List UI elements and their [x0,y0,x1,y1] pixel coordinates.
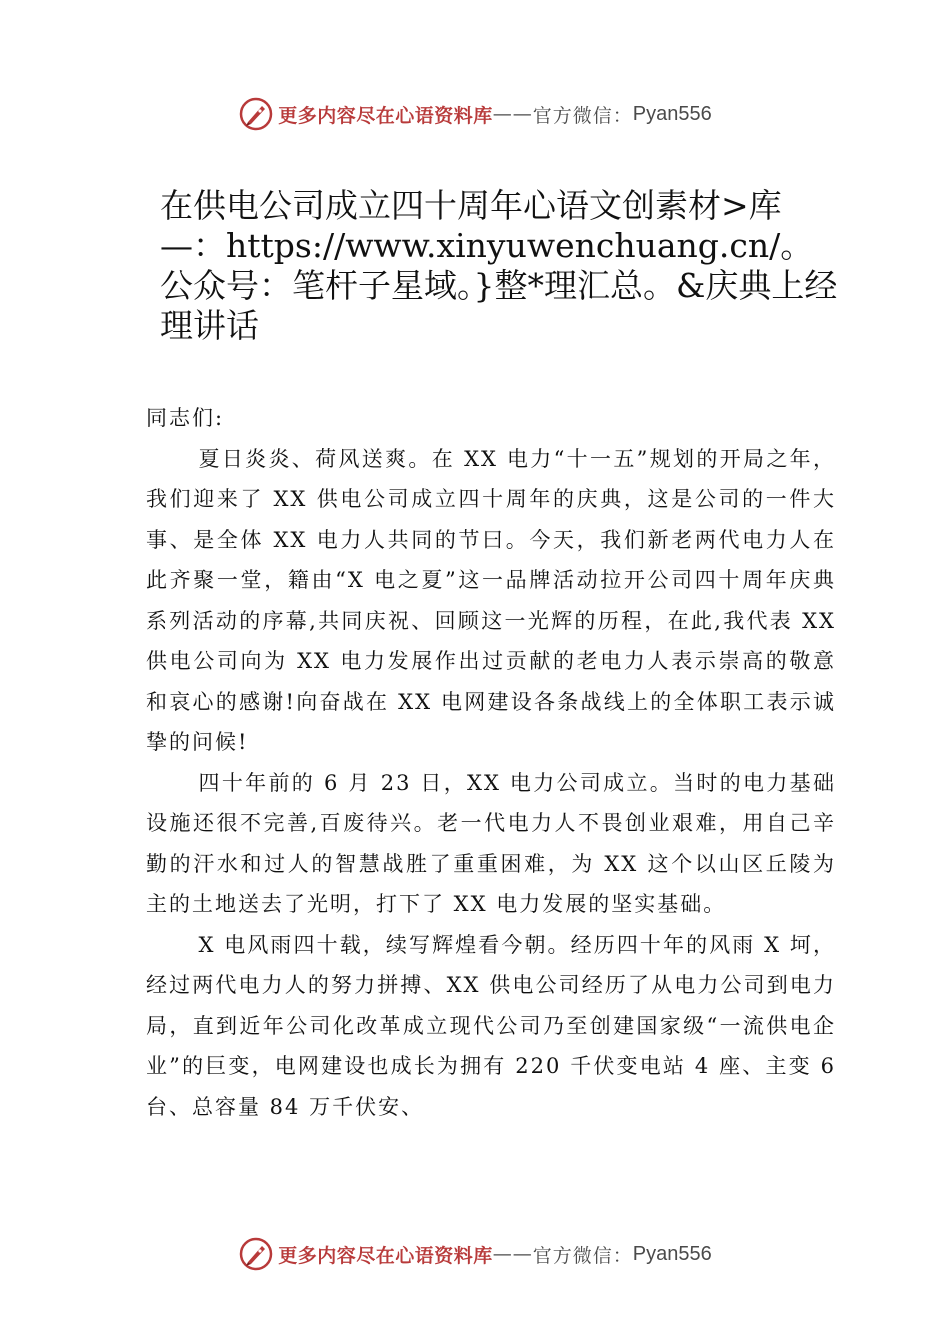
document-body [146,398,836,1127]
greeting: 同志们: [146,406,225,430]
pen-nib-logo-icon [238,1236,274,1272]
paragraph: 四十年前的 6 月 23 日，XX 电力公司成立。当时的电力基础设施还很不完善,百废待兴。老一代电力人不畏创业艰难，用自己辛勤的汗水和过人的智慧战胜了重重困难，为 XX 这个以山区丘陵为主的土地送去了光明，打下了 XX 电力发展的坚实基础。 [146,770,836,916]
banner-label: 更多内容尽在心语资料库 [278,1244,493,1267]
banner-label: 更多内容尽在心语资料库 [278,104,493,127]
banner-wechat-id: Pyan556 [632,1242,712,1265]
banner-wechat-label: 官方微信： [532,1244,633,1267]
header-banner [0,94,950,134]
banner-separator: —— [492,103,533,125]
paragraph: 夏日炎炎、荷风送爽。在 XX 电力“十一五”规划的开局之年，我们迎来了 XX 供电公司成立四十周年的庆典，这是公司的一件大事、是全体 XX 电力人共同的节曰。今天，我们新老两代电力人在此齐聚一堂，籍由“X 电之夏”这一品牌活动拉开公司四十周年庆典系列活动的序幕,共同庆祝、回顾这一光辉的历程，在此,我代表 XX 供电公司向为 XX 电力发展作出过贡献的老电力人表示崇高的敬意和哀心的感谢!向奋战在 XX 电网建设各条战线上的全体职工表示诚挚的问候! [146,446,836,754]
banner-wechat-label: 官方微信： [532,104,633,127]
footer-banner [0,1234,950,1274]
pen-nib-logo-icon [238,96,274,132]
banner-separator: —— [492,1243,533,1265]
paragraph: X 电风雨四十载，续写辉煌看今朝。经历四十年的风雨 X 坷，经过两代电力人的努力拼搏、XX 供电公司经历了从电力公司到电力局，直到近年公司化改革成立现代公司乃至创建国家级“一流供电企业”的巨变，电网建设也成长为拥有 220 千伏变电站 4 座、主变 6 台、总容量 84 万千伏安、 [146,932,836,1119]
banner-wechat-id: Pyan556 [632,102,712,125]
document-title: 在供电公司成立四十周年心语文创素材>库—：https://www.xinyuwenchuang.cn/。公众号：笔杆子星域。}整*理汇总。&庆典上经理讲话 [160,186,838,345]
